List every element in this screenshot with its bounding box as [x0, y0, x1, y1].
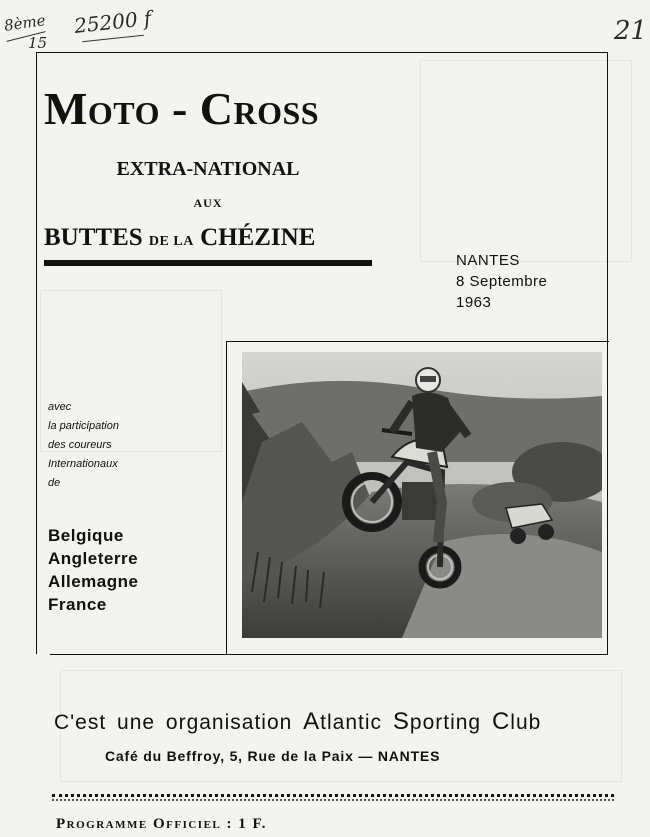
country-item: Allemagne — [48, 572, 139, 591]
event-city: NANTES — [456, 252, 520, 269]
frame-bottom-rule — [50, 654, 608, 655]
event-subtitle: EXTRA-NATIONAL — [116, 158, 300, 180]
location-chezine: CHÉZINE — [200, 224, 316, 251]
participation-line: avec — [48, 401, 72, 413]
programme-price: Programme Officiel : 1 F. — [56, 816, 268, 832]
event-title: Moto - Cross — [44, 83, 320, 134]
dotted-separator-secondary — [52, 799, 614, 801]
event-date: 8 Septembre — [456, 273, 548, 290]
event-place-date — [456, 250, 547, 313]
event-location — [44, 224, 374, 252]
participation-line: de — [48, 477, 61, 489]
country-item: Angleterre — [48, 549, 139, 568]
organisation-word-sporting: porting — [409, 711, 482, 734]
event-year: 1963 — [456, 294, 492, 311]
dotted-separator — [52, 794, 614, 797]
photo-frame-left — [226, 341, 227, 654]
handwritten-page-number: 21 — [614, 16, 648, 46]
organisation-word-atlantic: tlantic — [320, 711, 383, 734]
handwritten-ref-top: 8ème — [2, 11, 47, 35]
organisation-initial-c: C — [491, 708, 511, 735]
participation-line: la participation — [48, 420, 119, 432]
organisation-word-club: lub — [510, 711, 542, 734]
location-buttes: BUTTES — [44, 224, 143, 251]
title-underline — [44, 260, 372, 266]
organisation-initial-a: A — [303, 708, 321, 735]
participation-text — [48, 398, 119, 493]
frame-left-rule — [36, 52, 37, 654]
organisation-address: Café du Beffroy, 5, Rue de la Paix — NANTES — [105, 748, 441, 764]
frame-top-rule — [36, 52, 608, 53]
organisation-line — [54, 708, 624, 736]
event-subtitle-aux: AUX — [193, 196, 223, 210]
participation-line: Internationaux — [48, 458, 118, 470]
location-de-la: DE LA — [148, 234, 194, 249]
country-item: Belgique — [48, 526, 124, 545]
organisation-prefix: C'est une organisation — [54, 711, 293, 734]
participation-line: des coureurs — [48, 439, 112, 451]
handwritten-ref-bottom: 15 — [28, 34, 48, 52]
photo-frame-top — [226, 341, 609, 342]
motocross-photo — [242, 352, 602, 638]
handwritten-number: 25200 f — [72, 6, 153, 38]
organisation-initial-s: S — [392, 708, 410, 735]
country-item: France — [48, 595, 107, 614]
frame-right-rule — [607, 52, 608, 654]
country-list — [48, 524, 138, 616]
bleed-through-block — [420, 60, 632, 262]
